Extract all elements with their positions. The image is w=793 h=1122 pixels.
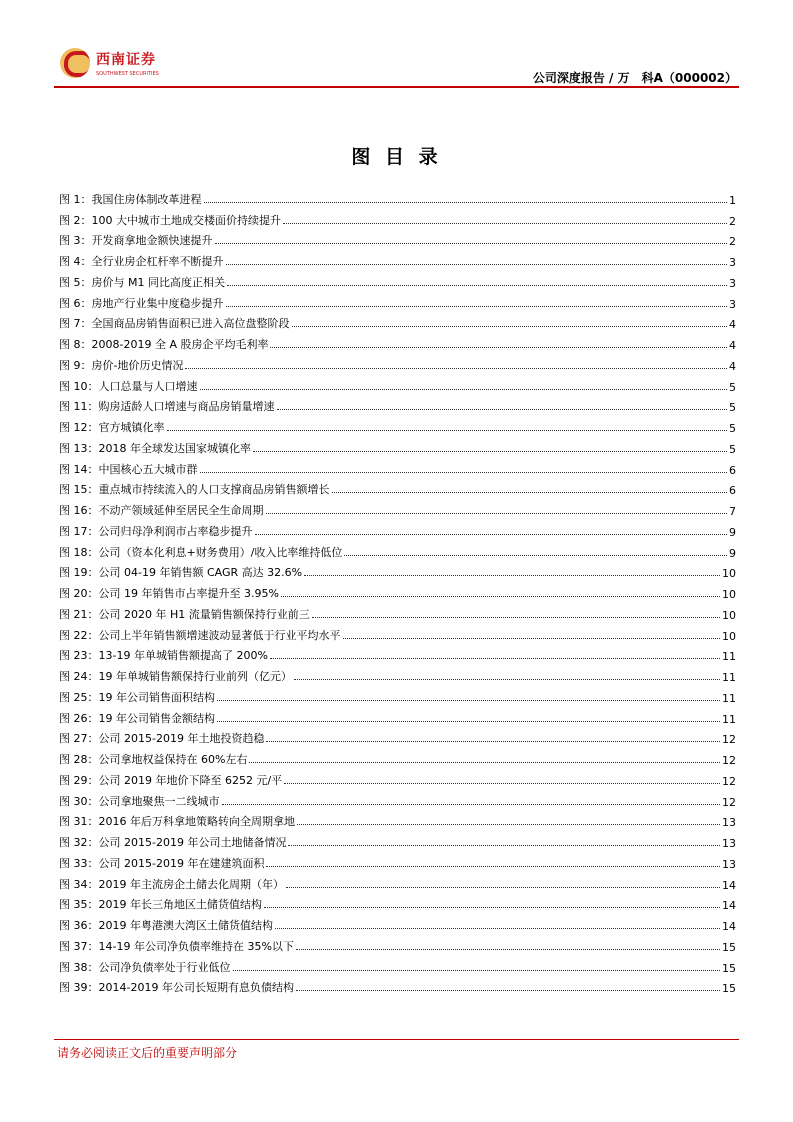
toc-entry-label[interactable]: 图 28：公司拿地权益保持在 60%左右 (59, 753, 248, 766)
toc-entry-label[interactable]: 图 6：房地产行业集中度稳步提升 (59, 296, 224, 310)
toc-page-number[interactable]: 13 (722, 857, 736, 871)
toc-entry-label[interactable]: 图 13：2018 年全球发达国家城镇化率 (59, 441, 251, 455)
toc-leader-dots (266, 741, 720, 742)
footer-disclaimer: 请务必阅读正文后的重要声明部分 (57, 1046, 238, 1060)
toc-page-number[interactable]: 11 (722, 671, 736, 684)
toc-leader-dots (275, 928, 720, 929)
toc-page-number[interactable]: 5 (729, 422, 736, 435)
toc-leader-dots (167, 430, 728, 431)
toc-entry[interactable] (59, 269, 736, 290)
toc-leader-dots (332, 492, 728, 493)
toc-entry-label[interactable]: 图 3：开发商拿地金额快速提升 (59, 234, 213, 248)
toc-entry-label[interactable]: 图 25：19 年公司销售面积结构 (59, 690, 215, 704)
toc-page-number[interactable]: 14 (722, 899, 736, 913)
toc-leader-dots (266, 513, 728, 514)
toc-entry-label[interactable]: 图 38：公司净负债率处于行业低位 (59, 960, 231, 974)
toc-leader-dots (343, 638, 721, 639)
toc-leader-dots (255, 534, 728, 535)
toc-page-number[interactable]: 4 (729, 359, 736, 373)
toc-leader-dots (294, 679, 720, 680)
toc-leader-dots (270, 347, 727, 348)
toc-entry[interactable] (59, 435, 736, 456)
toc-entry[interactable] (59, 871, 736, 892)
toc-leader-dots (217, 721, 720, 722)
toc-entry-label[interactable]: 图 37：14-19 年公司净负债率维持在 35%以下 (59, 939, 294, 953)
toc-entry-label[interactable]: 图 29：公司 2019 年地价下降至 6252 元/平 (59, 773, 283, 787)
toc-entry[interactable] (59, 290, 736, 311)
toc-page-number[interactable]: 14 (722, 920, 736, 933)
toc-page-number[interactable]: 9 (729, 546, 736, 560)
toc-leader-dots (288, 845, 720, 846)
toc-leader-dots (304, 575, 720, 576)
toc-leader-dots (226, 306, 728, 307)
toc-page-number[interactable]: 11 (722, 650, 736, 664)
toc-leader-dots (270, 658, 720, 659)
toc-entry[interactable] (59, 726, 736, 747)
footer-divider (54, 1039, 739, 1040)
toc-page-number[interactable]: 11 (722, 712, 736, 726)
toc-page-number[interactable]: 1 (729, 193, 736, 207)
toc-entry[interactable] (59, 705, 736, 726)
toc-entry[interactable] (59, 809, 736, 830)
toc-page-number[interactable]: 15 (722, 940, 736, 954)
toc-leader-dots (226, 264, 728, 265)
toc-page-number[interactable]: 14 (722, 878, 736, 892)
toc-leader-dots (253, 451, 727, 452)
toc-page-number[interactable]: 15 (722, 961, 736, 975)
toc-entry[interactable] (59, 394, 736, 415)
toc-page-number[interactable]: 10 (722, 629, 736, 643)
toc-leader-dots (204, 202, 728, 203)
toc-page-number[interactable]: 6 (729, 463, 736, 477)
header-divider (54, 86, 739, 88)
toc-page-number[interactable]: 5 (729, 380, 736, 394)
toc-page-number[interactable]: 10 (722, 608, 736, 622)
page-title: 图 目 录 (351, 146, 442, 168)
toc-entry-label[interactable]: 图 36：2019 年粤港澳大湾区土储货值结构 (59, 919, 273, 932)
toc-entry[interactable] (59, 414, 736, 435)
toc-page-number[interactable]: 6 (729, 484, 736, 498)
toc-page-number[interactable]: 10 (722, 588, 736, 601)
toc-entry-label[interactable]: 图 30：公司拿地聚焦一二线城市 (59, 794, 220, 808)
toc-page-number[interactable]: 11 (722, 691, 736, 705)
toc-entry[interactable] (59, 331, 736, 352)
toc-page-number[interactable]: 4 (729, 339, 736, 352)
toc-page-number[interactable]: 12 (722, 774, 736, 788)
toc-leader-dots (215, 243, 728, 244)
toc-entry-label[interactable]: 图 2：100 大中城市土地成交楼面价持续提升 (59, 213, 281, 227)
toc-page-number[interactable]: 9 (729, 525, 736, 539)
toc-entry-label[interactable]: 图 34：2019 年主流房企土储去化周期（年） (59, 877, 284, 891)
toc-page-number[interactable]: 15 (722, 982, 736, 996)
toc-leader-dots (200, 472, 728, 473)
toc-page-number[interactable]: 4 (729, 318, 736, 332)
toc-entry-label[interactable]: 图 10：人口总量与人口增速 (59, 379, 198, 393)
toc-entry[interactable] (59, 767, 736, 788)
toc-entry[interactable] (59, 560, 736, 581)
toc-page-number[interactable]: 2 (729, 235, 736, 249)
toc-entry[interactable] (59, 207, 736, 228)
toc-leader-dots (266, 866, 720, 867)
toc-leader-dots (281, 596, 720, 597)
toc-leader-dots (217, 700, 720, 701)
toc-entry-label[interactable]: 图 4：全行业房企杠杆率不断提升 (59, 255, 224, 268)
toc-entry[interactable] (59, 954, 736, 975)
company-logo (60, 48, 159, 78)
toc-page-number[interactable]: 13 (722, 816, 736, 830)
toc-leader-dots (200, 389, 728, 390)
toc-page-number[interactable]: 12 (722, 754, 736, 767)
toc-leader-dots (344, 555, 727, 556)
toc-entry-label[interactable]: 图 14：中国核心五大城市群 (59, 462, 198, 476)
toc-entry-label[interactable]: 图 33：公司 2015-2019 年在建建筑面积 (59, 856, 265, 870)
toc-page-number[interactable]: 7 (729, 505, 736, 518)
toc-page-number[interactable]: 10 (722, 567, 736, 581)
toc-leader-dots (277, 409, 728, 410)
toc-entry[interactable] (59, 352, 736, 373)
toc-leader-dots (284, 783, 720, 784)
toc-entry[interactable] (59, 850, 736, 871)
toc-entry[interactable] (59, 580, 736, 601)
toc-page-number[interactable]: 2 (729, 214, 736, 228)
toc-entry-label[interactable]: 图 9：房价-地价历史情况 (59, 358, 184, 372)
toc-leader-dots (249, 762, 720, 763)
toc-entry-label[interactable]: 图 35：2019 年长三角地区土储货值结构 (59, 898, 262, 912)
logo-en-text: SOUTHWEST SECURITIES (96, 71, 159, 77)
toc-leader-dots (286, 887, 720, 888)
toc-page-number[interactable]: 12 (722, 733, 736, 747)
toc-page-number[interactable]: 3 (729, 276, 736, 290)
toc-entry-label[interactable]: 图 39：2014-2019 年公司长短期有息负债结构 (59, 981, 294, 995)
toc-leader-dots (185, 368, 727, 369)
toc-entry[interactable] (59, 684, 736, 705)
toc-leader-dots (264, 907, 720, 908)
toc-entry[interactable] (59, 975, 736, 996)
toc-entry-label[interactable]: 图 8：2008-2019 全 A 股房企平均毛利率 (59, 338, 269, 351)
toc-entry-label[interactable]: 图 23：13-19 年单城销售额提高了 200% (59, 649, 268, 663)
toc-entry[interactable] (59, 518, 736, 539)
toc-leader-dots (292, 326, 728, 327)
toc-page-number[interactable]: 13 (722, 837, 736, 850)
toc-entry[interactable] (59, 601, 736, 622)
toc-entry[interactable] (59, 663, 736, 684)
toc-page-number[interactable]: 5 (729, 401, 736, 415)
toc-entry-label[interactable]: 图 7：全国商品房销售面积已进入高位盘整阶段 (59, 317, 290, 331)
toc-entry[interactable] (59, 477, 736, 498)
toc-entry-label[interactable]: 图 21：公司 2020 年 H1 流量销售额保持行业前三 (59, 607, 310, 621)
toc-entry-label[interactable]: 图 11：购房适龄人口增速与商品房销量增速 (59, 400, 275, 414)
toc-leader-dots (227, 285, 727, 286)
toc-entry-label[interactable]: 图 32：公司 2015-2019 年公司土地储备情况 (59, 836, 287, 849)
toc-entry[interactable] (59, 622, 736, 643)
toc-leader-dots (283, 223, 727, 224)
toc-entry[interactable] (59, 788, 736, 809)
toc-entry-label[interactable]: 图 27：公司 2015-2019 年土地投资趋稳 (59, 732, 265, 746)
toc-entry-label[interactable]: 图 16：不动产领域延伸至居民全生命周期 (59, 504, 264, 517)
toc-entry[interactable] (59, 539, 736, 560)
toc-leader-dots (312, 617, 720, 618)
toc-entry[interactable] (59, 829, 736, 850)
toc-entry-label[interactable]: 图 22：公司上半年销售额增速波动显著低于行业平均水平 (59, 628, 341, 642)
toc-entry[interactable] (59, 456, 736, 477)
toc-leader-dots (296, 949, 720, 950)
toc-entry-label[interactable]: 图 24：19 年单城销售额保持行业前列（亿元） (59, 670, 292, 683)
toc-page-number[interactable]: 3 (729, 297, 736, 311)
toc-leader-dots (233, 970, 721, 971)
toc-entry-label[interactable]: 图 31：2016 年后万科拿地策略转向全周期拿地 (59, 815, 295, 829)
toc-entry-label[interactable]: 图 19：公司 04-19 年销售额 CAGR 高达 32.6% (59, 566, 303, 580)
toc-entry[interactable] (59, 248, 736, 269)
toc-entry-label[interactable]: 图 17：公司归母净利润市占率稳步提升 (59, 524, 253, 538)
toc-entry[interactable] (59, 933, 736, 954)
toc-entry-label[interactable]: 图 26：19 年公司销售金额结构 (59, 711, 215, 725)
logo-cn-text: 西南证券 (96, 52, 156, 68)
toc-entry-label[interactable]: 图 1：我国住房体制改革进程 (59, 192, 202, 206)
toc-page-number[interactable]: 5 (729, 442, 736, 456)
toc-leader-dots (222, 804, 721, 805)
toc-entry[interactable] (59, 228, 736, 249)
toc-entry-label[interactable]: 图 5：房价与 M1 同比高度正相关 (59, 275, 225, 289)
toc-page-number[interactable]: 3 (729, 256, 736, 269)
toc-entry[interactable] (59, 373, 736, 394)
logo-emblem-icon (60, 48, 90, 78)
toc-entry-label[interactable]: 图 12：官方城镇化率 (59, 421, 165, 434)
toc-entry[interactable] (59, 912, 736, 933)
toc-entry[interactable] (59, 746, 736, 767)
toc-entry-label[interactable]: 图 18：公司（资本化利息+财务费用）/收入比率维持低位 (59, 545, 343, 559)
toc-leader-dots (297, 824, 720, 825)
toc-page-number[interactable]: 12 (722, 795, 736, 809)
toc-entry-label[interactable]: 图 15：重点城市持续流入的人口支撑商品房销售额增长 (59, 483, 330, 497)
report-label: 公司深度报告 / 万 科A（000002） (532, 71, 737, 85)
toc-entry[interactable] (59, 643, 736, 664)
toc-entry-label[interactable]: 图 20：公司 19 年销售市占率提升至 3.95% (59, 587, 279, 600)
toc-entry[interactable] (59, 186, 736, 207)
toc-entry[interactable] (59, 311, 736, 332)
toc-entry[interactable] (59, 892, 736, 913)
toc-entry[interactable] (59, 497, 736, 518)
toc-leader-dots (296, 990, 720, 991)
figure-toc (59, 186, 736, 995)
